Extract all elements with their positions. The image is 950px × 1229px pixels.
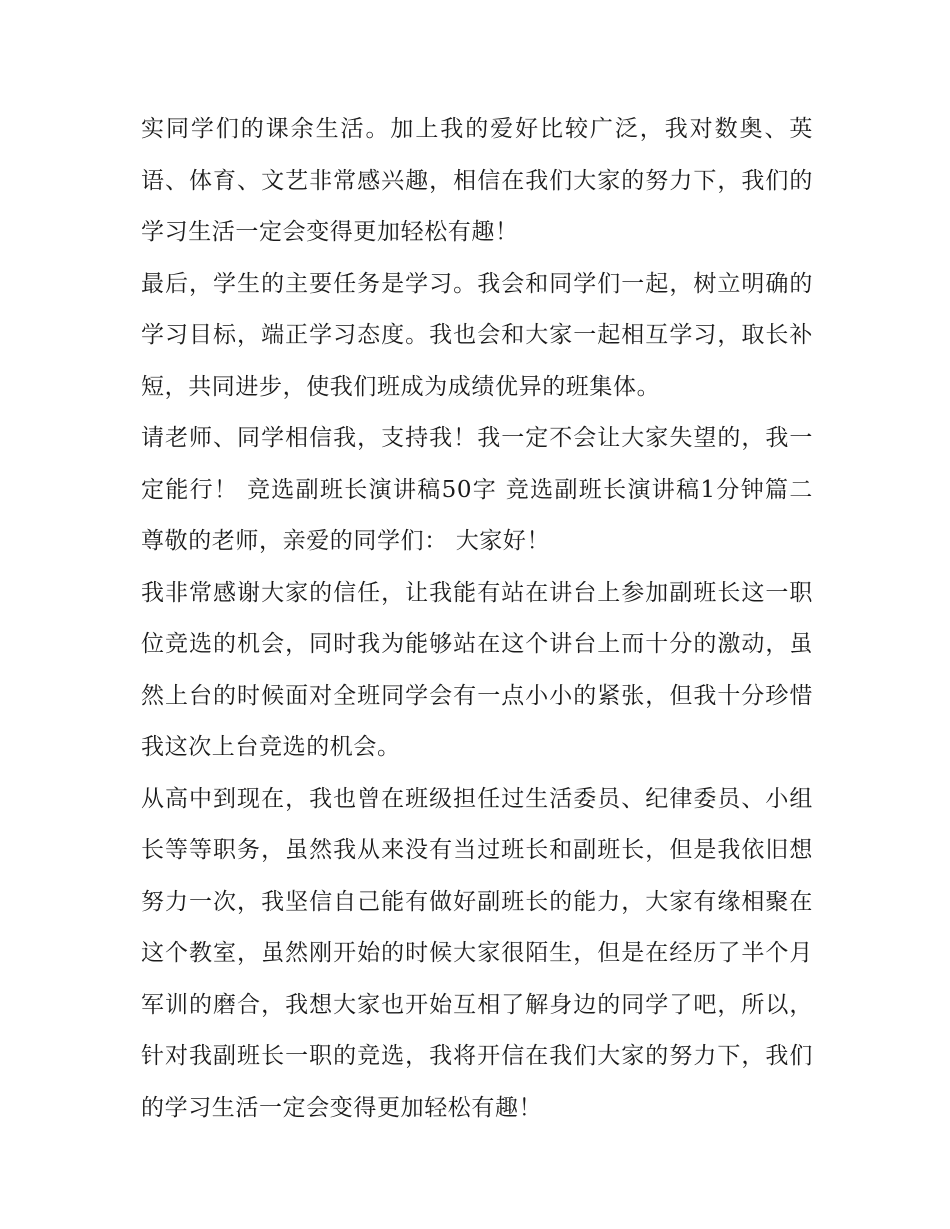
document-body (141, 104, 813, 1134)
paragraph-2: 最后，学生的主要任务是学习。我会和同学们一起，树立明确的学习目标，端正学习态度。我也会和大家一起相互学习，取长补短，共同进步，使我们班成为成绩优异的班集体。 (141, 270, 813, 400)
paragraph-3: 请老师、同学相信我，支持我！我一定不会让大家失望的，我一定能行！ 竞选副班长演讲稿50字 竞选副班长演讲稿1分钟篇二 尊敬的老师，亲爱的同学们： 大家好！ (141, 425, 813, 554)
paragraph-5: 从高中到现在，我也曾在班级担任过生活委员、纪律委员、小组长等等职务，虽然我从来没有当过班长和副班长，但是我依旧想努力一次，我坚信自己能有做好副班长的能力，大家有缘相聚在这个教室，虽然刚开始的时候大家很陌生，但是在经历了半个月军训的磨合，我想大家也开始互相了解身边的同学了吧，所以，针对我副班长一职的竞选，我将开信在我们大家的努力下，我们的学习生活一定会变得更加轻松有趣！ (141, 785, 813, 1121)
paragraph-1: 实同学们的课余生活。加上我的爱好比较广泛，我对数奥、英语、体育、文艺非常感兴趣，相信在我们大家的努力下，我们的学习生活一定会变得更加轻松有趣！ (141, 116, 813, 245)
paragraph-4: 我非常感谢大家的信任，让我能有站在讲台上参加副班长这一职位竞选的机会，同时我为能够站在这个讲台上而十分的激动，虽然上台的时候面对全班同学会有一点小小的紧张，但我十分珍惜我这次上台竞选的机会。 (141, 579, 813, 760)
